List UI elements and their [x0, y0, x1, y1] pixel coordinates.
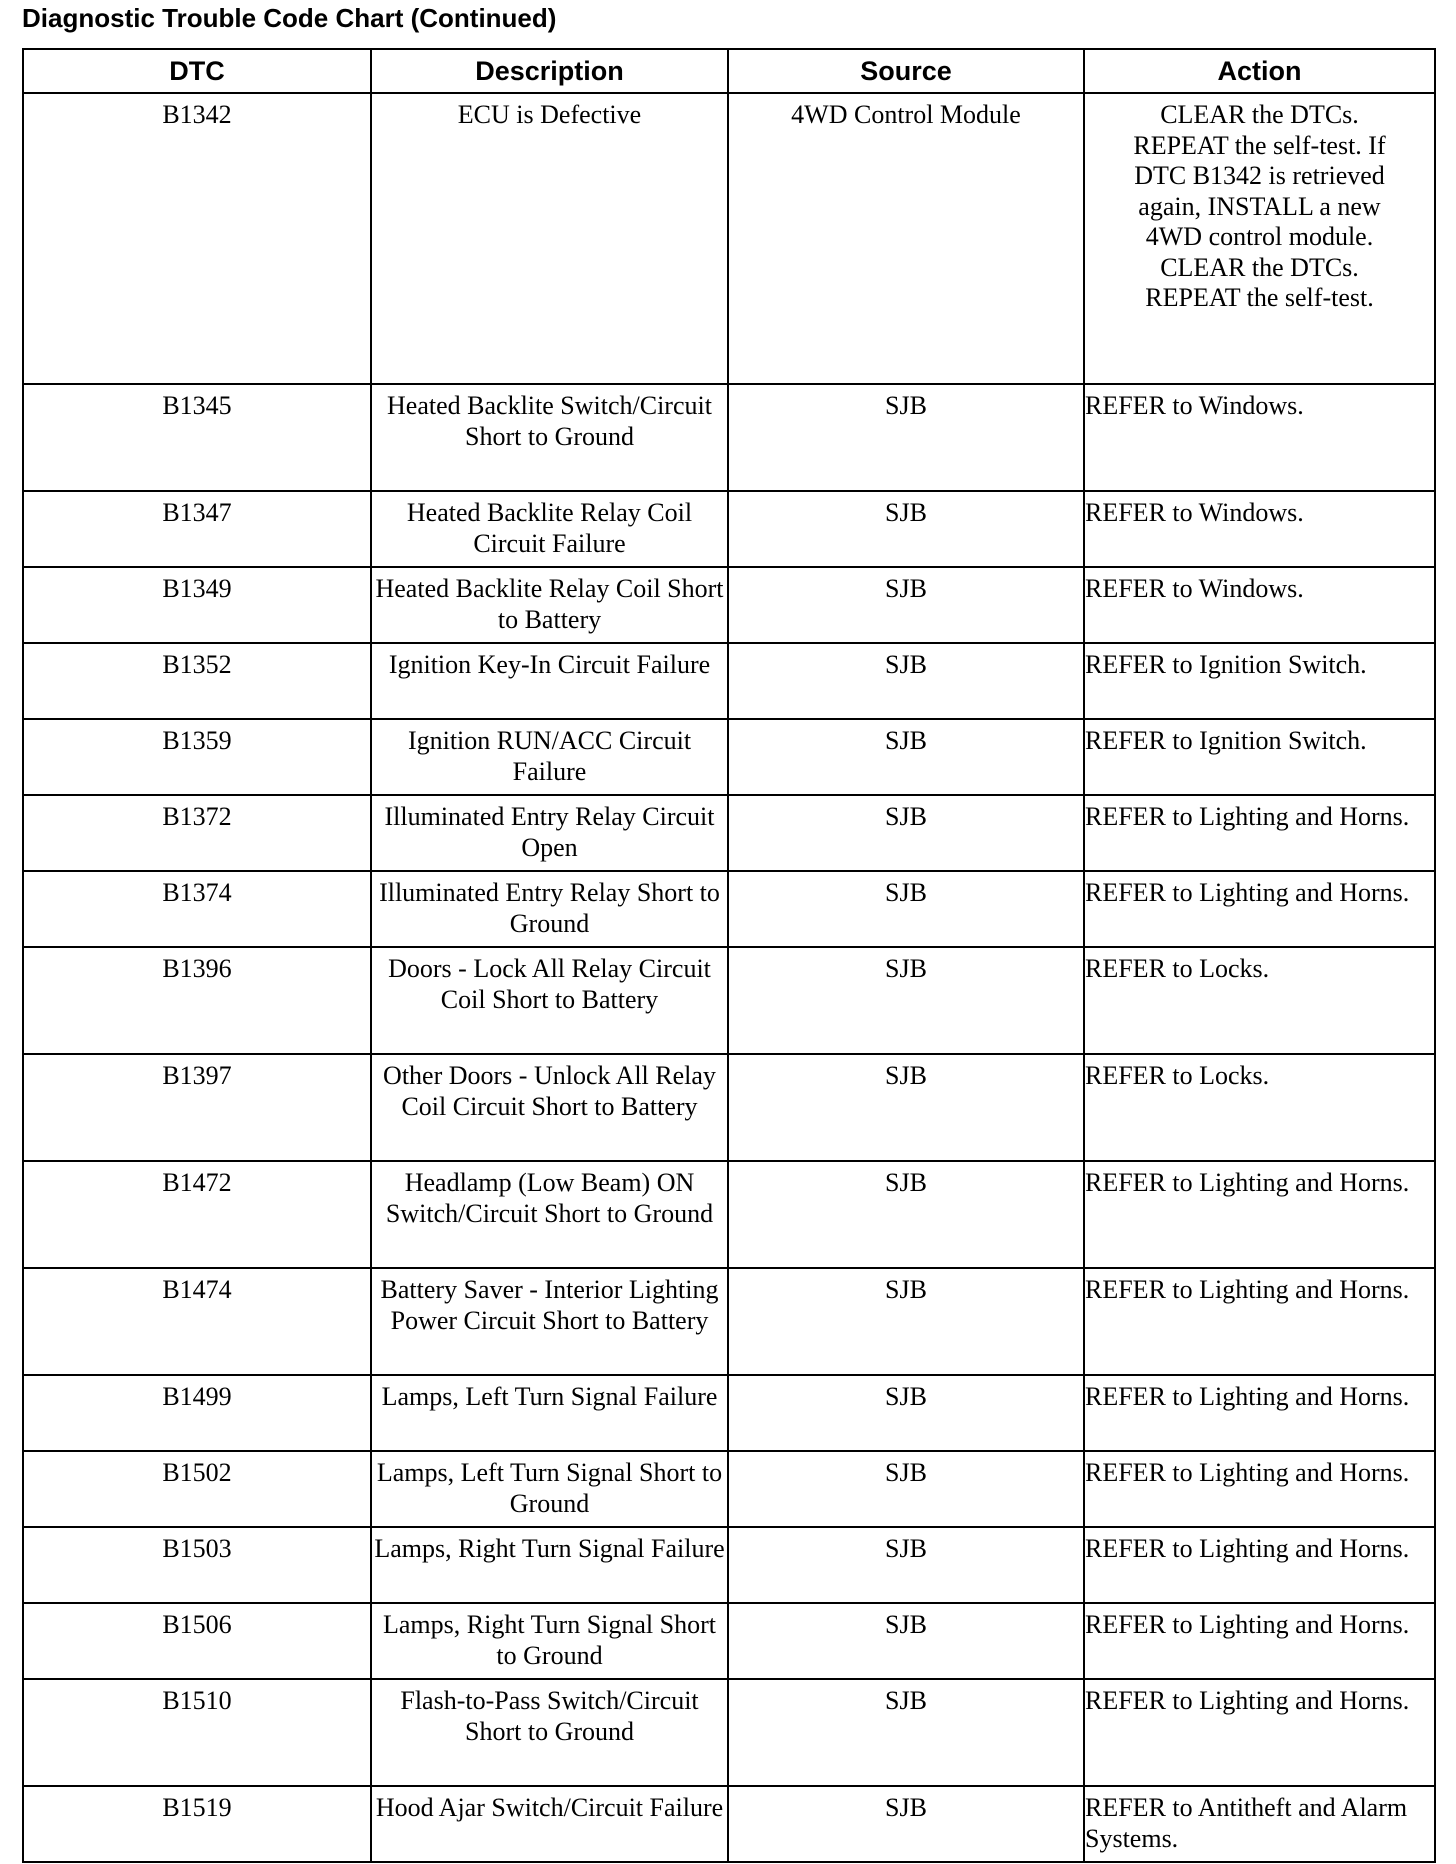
header-description: Description — [371, 49, 728, 93]
page-title: Diagnostic Trouble Code Chart (Continued) — [22, 3, 557, 33]
dtc-code: B1499 — [23, 1375, 371, 1451]
dtc-code: B1349 — [23, 567, 371, 643]
dtc-source: SJB — [728, 567, 1084, 643]
dtc-description: Flash-to-Pass Switch/Circuit Short to Ground — [371, 1679, 728, 1786]
dtc-action: REFER to Lighting and Horns. — [1084, 1161, 1435, 1268]
dtc-description: Lamps, Right Turn Signal Failure — [371, 1527, 728, 1603]
dtc-code: B1519 — [23, 1786, 371, 1862]
dtc-code: B1502 — [23, 1451, 371, 1527]
dtc-action: REFER to Lighting and Horns. — [1084, 1527, 1435, 1603]
dtc-source: SJB — [728, 1603, 1084, 1679]
table-row — [23, 1679, 1435, 1786]
dtc-table — [22, 48, 1436, 1863]
dtc-code: B1372 — [23, 795, 371, 871]
table-row — [23, 871, 1435, 947]
dtc-description: Hood Ajar Switch/Circuit Failure — [371, 1786, 728, 1862]
table-row — [23, 1375, 1435, 1451]
dtc-action: REFER to Lighting and Horns. — [1084, 1268, 1435, 1375]
dtc-action: REFER to Lighting and Horns. — [1084, 1451, 1435, 1527]
dtc-code: B1396 — [23, 947, 371, 1054]
dtc-source: SJB — [728, 719, 1084, 795]
dtc-source: SJB — [728, 1679, 1084, 1786]
table-row — [23, 1451, 1435, 1527]
table-header-row — [23, 49, 1435, 93]
dtc-description: Illuminated Entry Relay Short to Ground — [371, 871, 728, 947]
dtc-code: B1474 — [23, 1268, 371, 1375]
dtc-code: B1342 — [23, 93, 371, 384]
dtc-source: SJB — [728, 1161, 1084, 1268]
dtc-code: B1359 — [23, 719, 371, 795]
table-row — [23, 1603, 1435, 1679]
table-row — [23, 1527, 1435, 1603]
dtc-description: ECU is Defective — [371, 93, 728, 384]
dtc-description: Illuminated Entry Relay Circuit Open — [371, 795, 728, 871]
dtc-code: B1503 — [23, 1527, 371, 1603]
dtc-source: SJB — [728, 1527, 1084, 1603]
dtc-description: Heated Backlite Switch/Circuit Short to Ground — [371, 384, 728, 491]
dtc-action: REFER to Windows. — [1084, 567, 1435, 643]
dtc-action: CLEAR the DTCs. REPEAT the self-test. If DTC B1342 is retrieved again, INSTALL a new 4WD control module. CLEAR the DTCs. REPEAT the self-test. — [1084, 93, 1435, 384]
dtc-code: B1345 — [23, 384, 371, 491]
table-row — [23, 1054, 1435, 1161]
dtc-source: SJB — [728, 1375, 1084, 1451]
dtc-action: REFER to Ignition Switch. — [1084, 643, 1435, 719]
dtc-action: REFER to Lighting and Horns. — [1084, 1603, 1435, 1679]
dtc-action: REFER to Antitheft and Alarm Systems. — [1084, 1786, 1435, 1862]
dtc-description: Lamps, Left Turn Signal Short to Ground — [371, 1451, 728, 1527]
dtc-action: REFER to Windows. — [1084, 384, 1435, 491]
table-row — [23, 795, 1435, 871]
dtc-action: REFER to Lighting and Horns. — [1084, 1375, 1435, 1451]
table-row — [23, 1161, 1435, 1268]
dtc-description: Ignition RUN/ACC Circuit Failure — [371, 719, 728, 795]
dtc-description: Doors - Lock All Relay Circuit Coil Short to Battery — [371, 947, 728, 1054]
dtc-source: SJB — [728, 1786, 1084, 1862]
dtc-source: 4WD Control Module — [728, 93, 1084, 384]
dtc-source: SJB — [728, 795, 1084, 871]
dtc-description: Headlamp (Low Beam) ON Switch/Circuit Short to Ground — [371, 1161, 728, 1268]
table-row — [23, 93, 1435, 384]
table-row — [23, 719, 1435, 795]
table-row — [23, 947, 1435, 1054]
dtc-source: SJB — [728, 491, 1084, 567]
dtc-code: B1352 — [23, 643, 371, 719]
dtc-code: B1506 — [23, 1603, 371, 1679]
dtc-description: Lamps, Left Turn Signal Failure — [371, 1375, 728, 1451]
dtc-action: REFER to Locks. — [1084, 947, 1435, 1054]
table-row — [23, 1268, 1435, 1375]
dtc-code: B1347 — [23, 491, 371, 567]
dtc-source: SJB — [728, 643, 1084, 719]
dtc-action: REFER to Locks. — [1084, 1054, 1435, 1161]
dtc-action: REFER to Lighting and Horns. — [1084, 871, 1435, 947]
dtc-action: REFER to Lighting and Horns. — [1084, 795, 1435, 871]
dtc-source: SJB — [728, 871, 1084, 947]
header-action: Action — [1084, 49, 1435, 93]
dtc-source: SJB — [728, 1054, 1084, 1161]
dtc-description: Heated Backlite Relay Coil Circuit Failure — [371, 491, 728, 567]
dtc-action: REFER to Windows. — [1084, 491, 1435, 567]
table-row — [23, 643, 1435, 719]
table-row — [23, 567, 1435, 643]
table-row — [23, 384, 1435, 491]
table-row — [23, 1786, 1435, 1862]
dtc-code: B1397 — [23, 1054, 371, 1161]
dtc-action: REFER to Ignition Switch. — [1084, 719, 1435, 795]
dtc-description: Ignition Key-In Circuit Failure — [371, 643, 728, 719]
dtc-action: REFER to Lighting and Horns. — [1084, 1679, 1435, 1786]
table-row — [23, 491, 1435, 567]
header-source: Source — [728, 49, 1084, 93]
dtc-code: B1472 — [23, 1161, 371, 1268]
dtc-description: Other Doors - Unlock All Relay Coil Circuit Short to Battery — [371, 1054, 728, 1161]
dtc-description: Heated Backlite Relay Coil Short to Battery — [371, 567, 728, 643]
dtc-source: SJB — [728, 384, 1084, 491]
dtc-source: SJB — [728, 1451, 1084, 1527]
dtc-source: SJB — [728, 947, 1084, 1054]
dtc-code: B1374 — [23, 871, 371, 947]
dtc-code: B1510 — [23, 1679, 371, 1786]
dtc-description: Battery Saver - Interior Lighting Power Circuit Short to Battery — [371, 1268, 728, 1375]
header-dtc: DTC — [23, 49, 371, 93]
dtc-description: Lamps, Right Turn Signal Short to Ground — [371, 1603, 728, 1679]
dtc-source: SJB — [728, 1268, 1084, 1375]
